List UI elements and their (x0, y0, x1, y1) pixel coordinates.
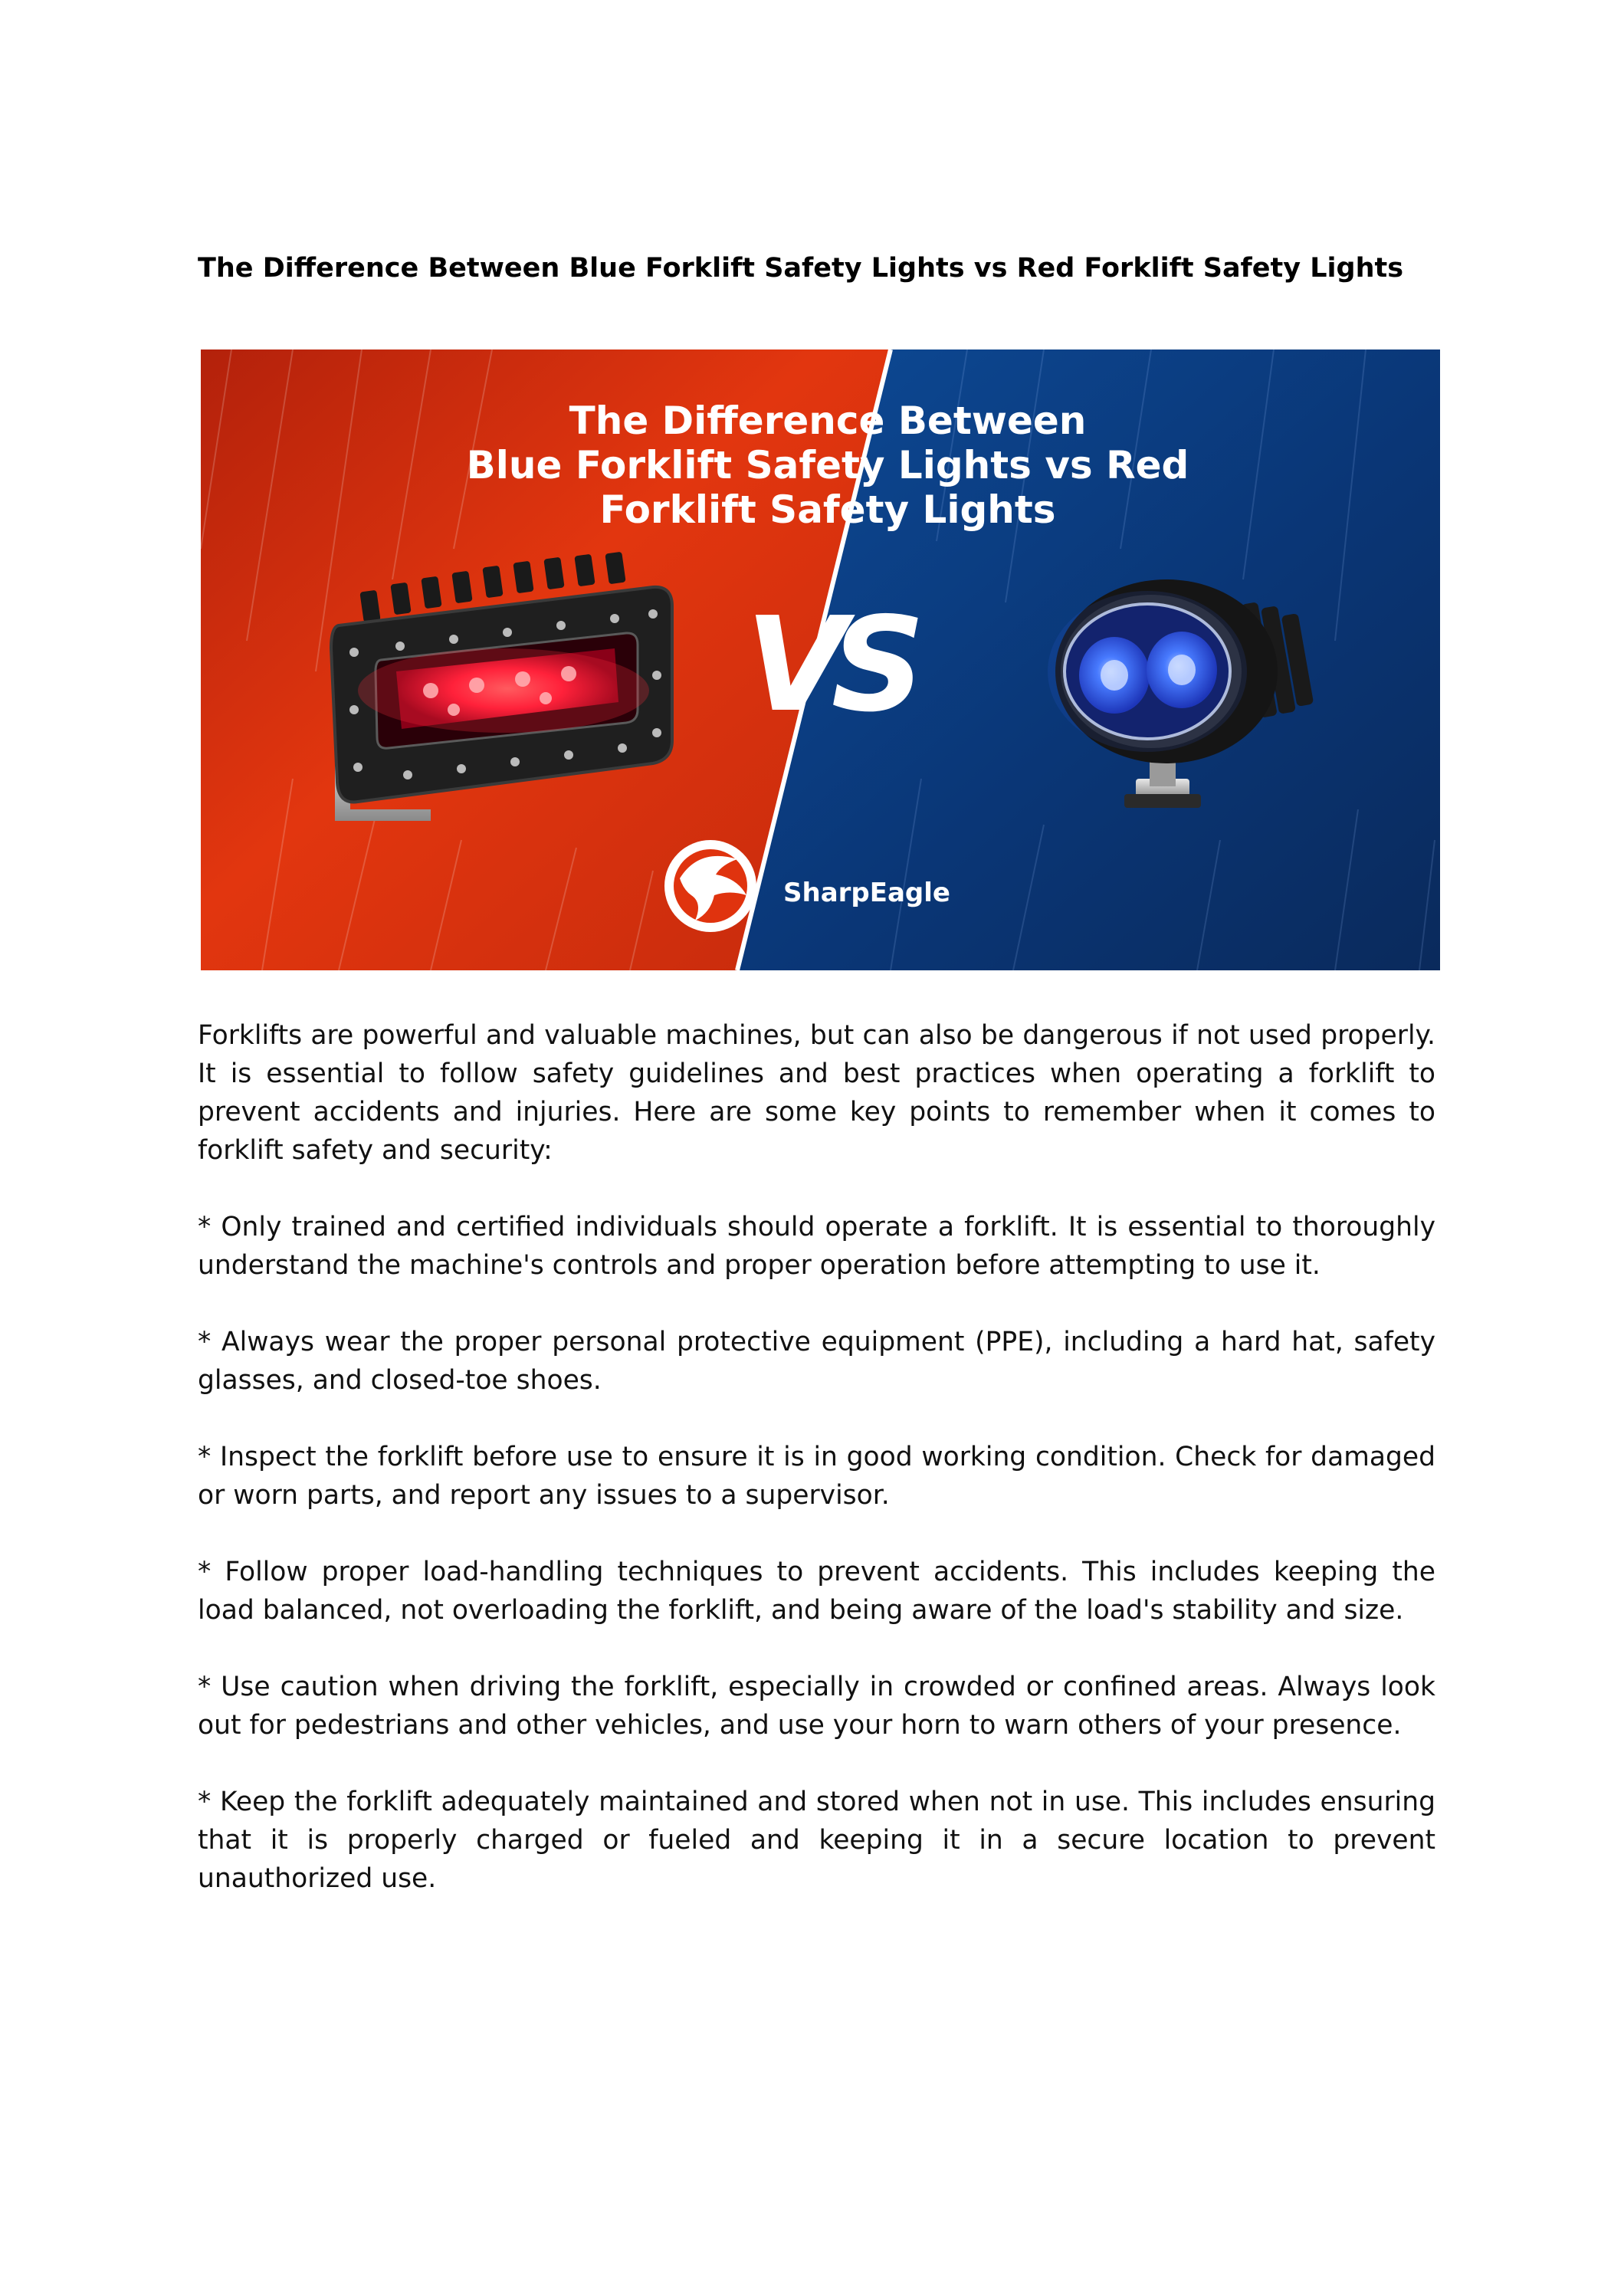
hero-headline-line1: The Difference Between (569, 399, 1087, 443)
page-title: The Difference Between Blue Forklift Safety Lights vs Red Forklift Safety Lights (198, 253, 1404, 284)
hero-headline-line2: Blue Forklift Safety Lights vs Red (466, 443, 1189, 487)
eagle-logo-icon (664, 840, 756, 932)
paragraph-intro: Forklifts are powerful and valuable machines, but can also be dangerous if not used properly. It is essential to follow safety guidelines and best practices when operating a forklift to prevent accidents and injuries. Here are some key points to remember when it comes to forklift safety and security: (198, 1020, 1435, 1166)
article-body (198, 1016, 1435, 1936)
vs-label: VS (745, 589, 910, 741)
brand-name: SharpEagle (783, 878, 950, 908)
paragraph-bullet-caution: * Use caution when driving the forklift, especially in crowded or confined areas. Always look out for pedestrians and other vehicles, and use your horn to warn others of your presence. (198, 1672, 1435, 1741)
hero-headline-line3: Forklift Safety Lights (599, 487, 1056, 532)
paragraph-bullet-maintenance: * Keep the forklift adequately maintained and stored when not in use. This includes ensuring that it is properly charged or fueled and keeping it in a secure location to prevent unauthorized use. (198, 1787, 1435, 1894)
paragraph-bullet-ppe: * Always wear the proper personal protective equipment (PPE), including a hard hat, safety glasses, and closed-toe shoes. (198, 1327, 1435, 1396)
paragraph-bullet-inspection: * Inspect the forklift before use to ensure it is in good working condition. Check for damaged or worn parts, and report any issues to a supervisor. (198, 1442, 1435, 1511)
paragraph-bullet-training: * Only trained and certified individuals should operate a forklift. It is essential to thoroughly understand the machine's controls and proper operation before attempting to use it. (198, 1212, 1435, 1281)
hero-banner-image (201, 350, 1440, 970)
paragraph-bullet-load-handling: * Follow proper load-handling techniques to prevent accidents. This includes keeping the load balanced, not overloading the forklift, and being aware of the load's stability and size. (198, 1557, 1435, 1626)
